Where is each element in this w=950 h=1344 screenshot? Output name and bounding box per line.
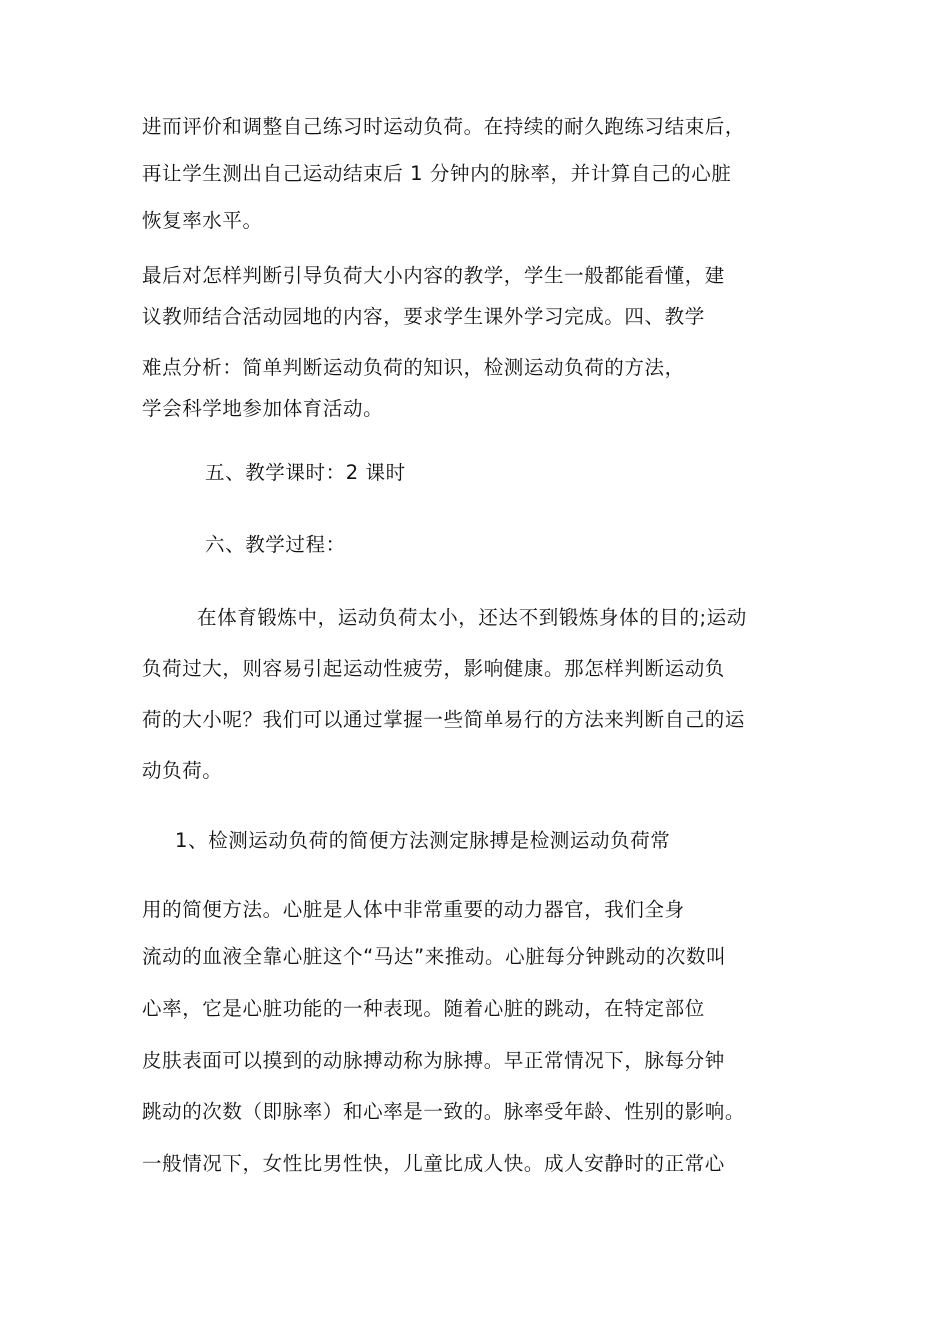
section-heading: 六、教学过程： (205, 533, 346, 556)
text-line: 进而评价和调整自己练习时运动负荷。在持续的耐久跑练习结束后， (142, 115, 746, 138)
text-line: 心率，它是心脏功能的一种表现。随着心脏的跳动，在特定部位 (142, 997, 705, 1020)
text-line: 用的简便方法。心脏是人体中非常重要的动力器官，我们全身 (142, 898, 685, 921)
text-line: 在体育锻炼中，运动负荷太小，还达不到锻炼身体的目的;运动 (197, 606, 747, 629)
text-line: 一般情况下，女性比男性快，儿童比成人快。成人安静时的正常心 (142, 1152, 725, 1175)
text-line: 荷的大小呢？我们可以通过掌握一些简单易行的方法来判断自己的运 (142, 708, 746, 731)
text-line: 最后对怎样判断引导负荷大小内容的教学，学生一般都能看懂，建 (142, 264, 725, 287)
text-line: 难点分析：简单判断运动负荷的知识，检测运动负荷的方法， (142, 356, 685, 379)
text-line: 流动的血液全靠心脏这个“马达”来推动。心脏每分钟跳动的次数叫 (142, 945, 727, 968)
text-line: 皮肤表面可以摸到的动脉搏动称为脉搏。早正常情况下，脉每分钟 (142, 1049, 725, 1072)
text-line: 议教师结合活动园地的内容，要求学生课外学习完成。四、教学 (142, 305, 705, 328)
subsection-heading: 1、检测运动负荷的简便方法测定脉搏是检测运动负荷常 (175, 829, 671, 852)
text-line: 再让学生测出自己运动结束后 1 分钟内的脉率，并计算自己的心脏 (142, 162, 732, 185)
text-line: 恢复率水平。 (142, 209, 263, 232)
text-line: 负荷过大，则容易引起运动性疲劳，影响健康。那怎样判断运动负 (142, 657, 725, 680)
text-line: 跳动的次数（即脉率）和心率是一致的。脉率受年龄、性别的影响。 (142, 1100, 746, 1123)
text-line: 动负荷。 (142, 759, 223, 782)
section-heading: 五、教学课时：2 课时 (205, 461, 406, 484)
text-line: 学会科学地参加体育活动。 (142, 397, 384, 420)
